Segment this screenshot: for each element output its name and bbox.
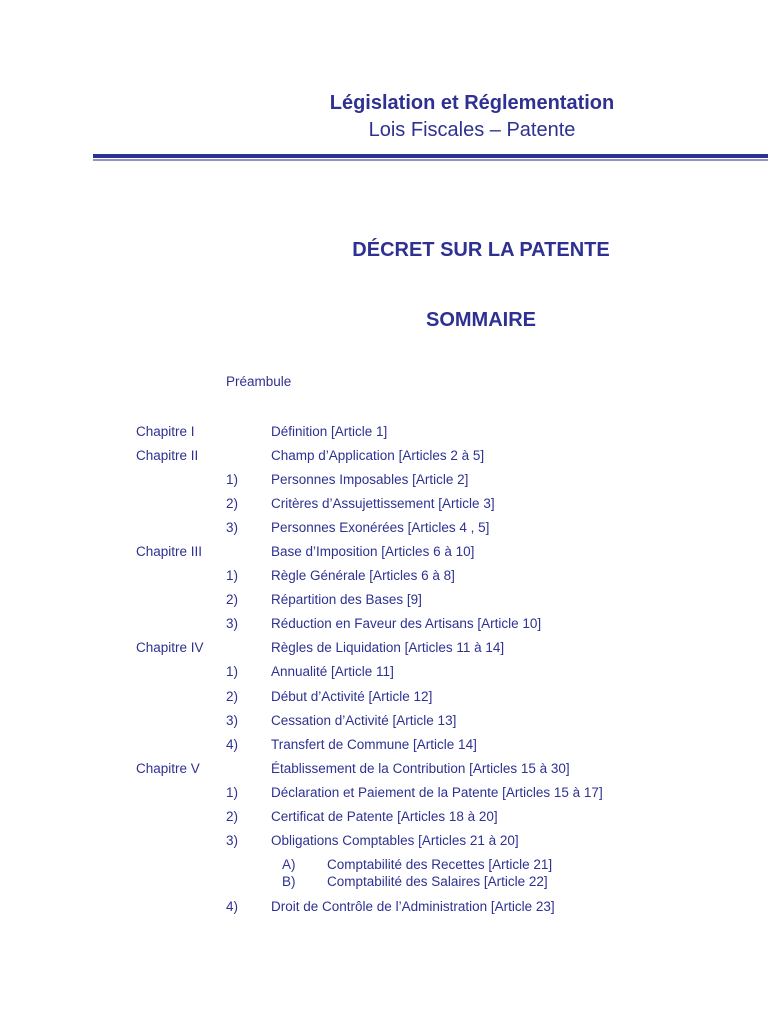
toc-preamble[interactable] — [0, 373, 768, 391]
toc-entry: Champ d’Application [Articles 2 à 5] — [271, 448, 485, 463]
toc-number: 1) — [226, 568, 239, 583]
toc-subline[interactable] — [0, 856, 768, 874]
toc-sub-letter: A) — [282, 857, 296, 872]
toc-chapter-label: Chapitre IV — [136, 640, 204, 655]
toc-line[interactable] — [0, 495, 768, 513]
toc-sub-entry: Comptabilité des Recettes [Article 21] — [327, 857, 553, 872]
toc-line[interactable] — [0, 591, 768, 609]
toc-chapter-label: Chapitre I — [136, 424, 195, 439]
toc-entry: Transfert de Commune [Article 14] — [271, 737, 477, 752]
toc-line[interactable] — [0, 543, 768, 561]
toc-number: 3) — [226, 713, 239, 728]
toc-sub-entry: Comptabilité des Salaires [Article 22] — [327, 874, 548, 889]
toc-entry: Personnes Exonérées [Articles 4 , 5] — [271, 520, 490, 535]
summary-heading: SOMMAIRE — [426, 309, 536, 331]
toc-number: 2) — [226, 496, 239, 511]
toc-entry: Base d’Imposition [Articles 6 à 10] — [271, 544, 475, 559]
toc-chapter-label: Chapitre III — [136, 544, 203, 559]
toc-entry: Début d’Activité [Article 12] — [271, 689, 433, 704]
toc-number: 2) — [226, 592, 239, 607]
toc-number: 1) — [226, 664, 239, 679]
toc-entry: Cessation d’Activité [Article 13] — [271, 713, 457, 728]
toc-line[interactable] — [0, 663, 768, 681]
toc-entry: Établissement de la Contribution [Articles 15 à 30] — [271, 761, 570, 776]
toc-chapter-label: Chapitre V — [136, 761, 200, 776]
document-title: DÉCRET SUR LA PATENTE — [352, 239, 610, 261]
toc-number: 4) — [226, 899, 239, 914]
toc-entry: Critères d’Assujettissement [Article 3] — [271, 496, 495, 511]
toc-entry: Déclaration et Paiement de la Patente [Articles 15 à 17] — [271, 785, 603, 800]
toc-line[interactable] — [0, 760, 768, 778]
header-subtitle: Lois Fiscales – Patente — [368, 119, 576, 141]
toc-entry: Réduction en Faveur des Artisans [Article 10] — [271, 616, 542, 631]
toc-number: 2) — [226, 809, 239, 824]
toc-entry: Définition [Article 1] — [271, 424, 388, 439]
toc-entry: Droit de Contrôle de l’Administration [Article 23] — [271, 899, 555, 914]
toc-line[interactable] — [0, 712, 768, 730]
toc-line[interactable] — [0, 519, 768, 537]
toc-chapter-label: Chapitre II — [136, 448, 199, 463]
toc-line[interactable] — [0, 447, 768, 465]
toc-sub-letter: B) — [282, 874, 296, 889]
toc-line[interactable] — [0, 567, 768, 585]
toc-line[interactable] — [0, 639, 768, 657]
toc-entry: Personnes Imposables [Article 2] — [271, 472, 469, 487]
toc-preamble-label: Préambule — [226, 374, 292, 389]
toc-number: 2) — [226, 689, 239, 704]
header-title: Législation et Réglementation — [329, 92, 615, 114]
toc-entry: Règles de Liquidation [Articles 11 à 14] — [271, 640, 505, 655]
toc-subline[interactable] — [0, 873, 768, 891]
toc-entry: Certificat de Patente [Articles 18 à 20] — [271, 809, 498, 824]
toc-entry: Annualité [Article 11] — [271, 664, 394, 679]
toc-line[interactable] — [0, 898, 768, 916]
toc-line[interactable] — [0, 808, 768, 826]
toc-number: 4) — [226, 737, 239, 752]
toc-line[interactable] — [0, 736, 768, 754]
toc-entry: Répartition des Bases [9] — [271, 592, 422, 607]
toc-line[interactable] — [0, 471, 768, 489]
toc-line[interactable] — [0, 615, 768, 633]
toc-line[interactable] — [0, 423, 768, 441]
toc-number: 1) — [226, 785, 239, 800]
toc-line[interactable] — [0, 784, 768, 802]
toc-number: 3) — [226, 520, 239, 535]
toc-number: 3) — [226, 616, 239, 631]
toc-line[interactable] — [0, 688, 768, 706]
toc-entry: Obligations Comptables [Articles 21 à 20] — [271, 833, 519, 848]
toc-number: 3) — [226, 833, 239, 848]
toc-entry: Règle Générale [Articles 6 à 8] — [271, 568, 455, 583]
toc-number: 1) — [226, 472, 239, 487]
toc-line[interactable] — [0, 832, 768, 850]
